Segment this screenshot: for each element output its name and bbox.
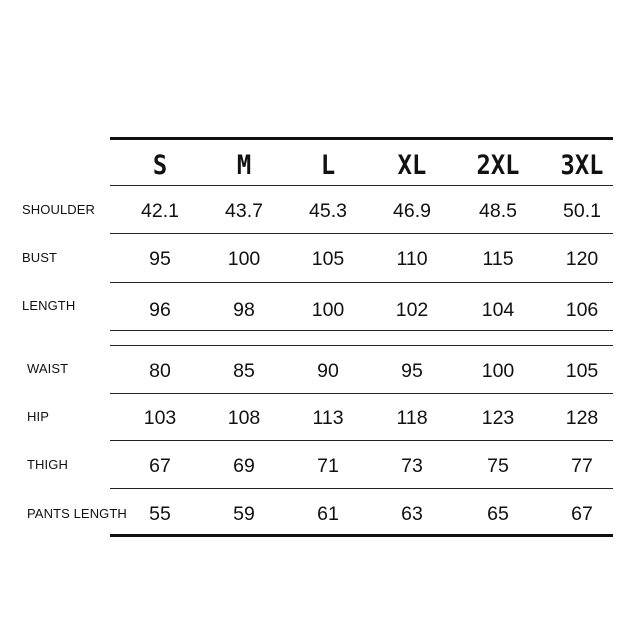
table-cell: 55: [149, 503, 171, 525]
row-label: BUST: [22, 250, 58, 265]
table-cell: 106: [565, 299, 599, 321]
table-cell: 98: [233, 299, 255, 321]
table-cell: 96: [149, 299, 171, 321]
table-cell: 42.1: [141, 200, 179, 222]
row-label: SHOULDER: [22, 202, 96, 217]
table-cell: 123: [481, 407, 515, 429]
size-header: M: [236, 150, 252, 181]
row-divider: [110, 185, 613, 186]
row-label: WAIST: [27, 361, 69, 376]
table-cell: 63: [401, 503, 423, 525]
table-cell: 118: [396, 407, 428, 429]
row-divider: [110, 393, 613, 394]
top-rule: [110, 137, 613, 140]
size-header: S: [152, 150, 168, 181]
table-cell: 69: [233, 455, 255, 477]
table-cell: 100: [311, 299, 345, 321]
table-cell: 85: [233, 360, 255, 382]
table-cell: 128: [565, 407, 599, 429]
table-cell: 67: [149, 455, 171, 477]
table-cell: 100: [227, 248, 261, 270]
table-cell: 77: [571, 455, 593, 477]
table-cell: 71: [317, 455, 339, 477]
table-cell: 67: [571, 503, 593, 525]
table-cell: 65: [487, 503, 509, 525]
table-cell: 95: [401, 360, 423, 382]
table-cell: 50.1: [563, 200, 601, 222]
table-cell: 73: [401, 455, 423, 477]
bottom-rule: [110, 534, 613, 537]
row-label: PANTS LENGTH: [27, 506, 127, 521]
table-cell: 80: [149, 360, 171, 382]
table-cell: 103: [143, 407, 177, 429]
row-label: THIGH: [27, 457, 68, 472]
table-cell: 100: [481, 360, 515, 382]
row-divider: [110, 233, 613, 234]
table-cell: 113: [312, 407, 344, 429]
size-header: XL: [397, 150, 427, 181]
table-cell: 46.9: [393, 200, 431, 222]
table-cell: 48.5: [479, 200, 517, 222]
table-cell: 110: [396, 248, 428, 270]
size-header: 3XL: [560, 150, 604, 181]
row-divider: [110, 488, 613, 489]
table-cell: 108: [227, 407, 261, 429]
size-header: L: [320, 150, 336, 181]
table-cell: 105: [565, 360, 599, 382]
table-cell: 105: [311, 248, 345, 270]
table-cell: 120: [565, 248, 599, 270]
row-divider: [110, 282, 613, 283]
row-divider: [110, 330, 613, 331]
table-cell: 104: [481, 299, 515, 321]
table-cell: 61: [317, 503, 339, 525]
table-cell: 102: [395, 299, 429, 321]
row-label: HIP: [27, 409, 49, 424]
table-cell: 43.7: [225, 200, 263, 222]
row-label: LENGTH: [22, 298, 76, 313]
table-cell: 115: [482, 248, 514, 270]
row-divider: [110, 345, 613, 346]
table-cell: 45.3: [309, 200, 347, 222]
size-header: 2XL: [476, 150, 520, 181]
row-divider: [110, 440, 613, 441]
table-cell: 90: [317, 360, 339, 382]
table-cell: 95: [149, 248, 171, 270]
table-cell: 75: [487, 455, 509, 477]
table-cell: 59: [233, 503, 255, 525]
